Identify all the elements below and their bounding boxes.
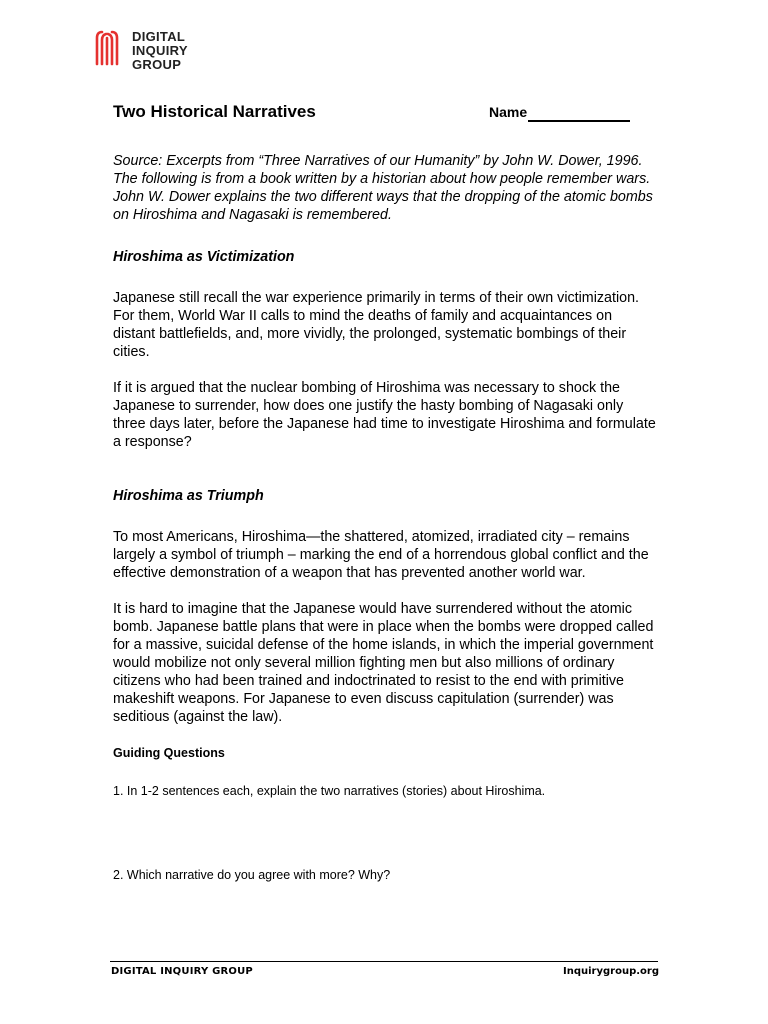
page-title: Two Historical Narratives <box>113 102 316 121</box>
paragraph: To most Americans, Hiroshima—the shattered, atomized, irradiated city – remains largely a symbol of triumph – marking the end of a horrendous global conflict and the effective demonstration of a weapon that has prevented another world war. <box>113 529 649 581</box>
logo-text <box>132 30 188 72</box>
question-1: 1. In 1-2 sentences each, explain the two narratives (stories) about Hiroshima. <box>113 784 546 798</box>
source-citation: Source: Excerpts from “Three Narratives of our Humanity” by John W. Dower, 1996. The following is from a book written by a historian about how people remember wars. John W. Dower explains the two different ways that the dropping of the atomic bombs on Hiroshima and Nagasaki is remembered. <box>113 153 653 223</box>
name-label: Name <box>489 104 528 120</box>
logo-mark-icon <box>94 28 120 68</box>
footer-website: Inquirygroup.org <box>563 966 659 977</box>
name-blank-line <box>528 120 630 122</box>
question-2: 2. Which narrative do you agree with more? Why? <box>113 868 391 882</box>
logo-line-1: DIGITAL <box>132 29 186 44</box>
logo <box>88 16 208 80</box>
document-body <box>113 152 658 884</box>
logo-line-2: INQUIRY <box>132 43 188 58</box>
paragraph: It is hard to imagine that the Japanese would have surrendered without the atomic bomb. Japanese battle plans that were in place when the bombs were dropped called for a massive, suicidal defense of the home islands, in which the imperial government would mobilize not only several million fighting men but also millions of ordinary citizens who had been trained and indoctrinated to resist to the end with primitive makeshift weapons. For Japanese to even discuss capitulation (surrender) was seditious (against the law). <box>113 601 654 725</box>
logo-line-3: GROUP <box>132 57 182 72</box>
footer-divider <box>110 961 658 962</box>
guiding-questions-heading: Guiding Questions <box>113 746 225 760</box>
section-heading-triumph: Hiroshima as Triumph <box>113 488 264 504</box>
section-heading-victimization: Hiroshima as Victimization <box>113 249 295 265</box>
paragraph: Japanese still recall the war experience primarily in terms of their own victimization. For them, World War II calls to mind the deaths of family and acquaintances on distant battlefields, and, more vividly, the prolonged, systematic bombings of their cities. <box>113 290 640 360</box>
paragraph: If it is argued that the nuclear bombing of Hiroshima was necessary to shock the Japanese to surrender, how does one justify the hasty bombing of Nagasaki only three days later, before the Japanese had time to investigate Hiroshima and formulate a response? <box>113 380 656 450</box>
spacer <box>113 469 658 487</box>
header <box>113 102 653 124</box>
footer-brand: DIGITAL INQUIRY GROUP <box>111 966 253 977</box>
